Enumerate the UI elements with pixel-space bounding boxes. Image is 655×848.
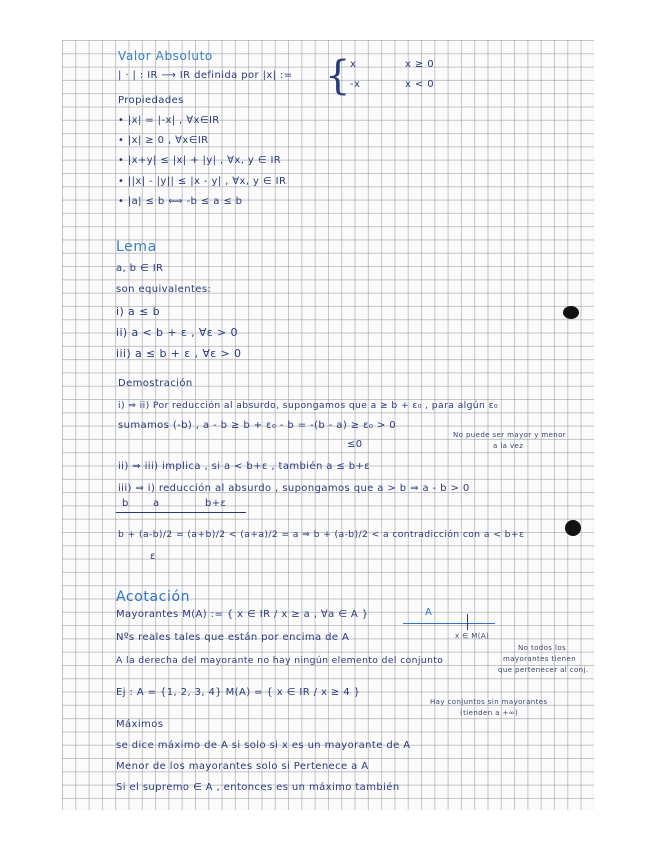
side-note-2: mayorantes tienen — [503, 655, 577, 663]
numberline — [116, 512, 246, 513]
maximos-title: Máximos — [116, 719, 164, 730]
side-note-3: que pertenecer al conj. — [498, 666, 589, 674]
cases-brace: { — [325, 53, 351, 99]
mayorantes-def: Mayorantes M(A) := { x ∈ IR / x ≥ a , ∀a ∈ A } — [116, 609, 369, 620]
numberline-b-plus-eps: b+ε — [205, 498, 227, 509]
prop-1: • |x| = |-x| , ∀x∈IR — [118, 115, 220, 126]
maximos-line-3: Si el supremo ∈ A , entonces es un máximo también — [116, 782, 400, 793]
acot-example: Ej : A = {1, 2, 3, 4} M(A) = { x ∈ IR / x ≥ 4 } — [116, 687, 361, 698]
demo-eps-mark: ε — [150, 551, 156, 562]
prop-2: • |x| ≥ 0 , ∀x∈IR — [118, 135, 209, 146]
prop-3: • |x+y| ≤ |x| + |y| , ∀x, y ∈ IR — [118, 155, 282, 166]
case1-expr: x — [350, 59, 357, 70]
case1-cond: x ≥ 0 — [405, 59, 435, 70]
lema-line1: a, b ∈ IR — [116, 263, 164, 274]
lema-item-2: ii) a < b + ε , ∀ε > 0 — [116, 326, 238, 339]
lema-item-1: i) a ≤ b — [116, 305, 160, 318]
valor-title: Valor Absoluto — [118, 49, 213, 63]
hay-note-2: (tienden a +∞) — [460, 709, 519, 717]
acot-line-2: A la derecha del mayorante no hay ningún elemento del conjunto — [116, 655, 444, 666]
demo-note-2: a la vez — [493, 442, 524, 450]
demo-title: Demostración — [118, 378, 193, 389]
valor-definition: | · | : IR ⟶ IR definida por |x| := — [118, 70, 293, 81]
binding-hole — [565, 520, 581, 536]
demo-line-3: ii) ⇒ iii) implica , si a < b+ε , también a ≤ b+ε — [118, 461, 371, 472]
numberline-a: a — [153, 498, 160, 509]
prop-4: • ||x| - |y|| ≤ |x - y| , ∀x, y ∈ IR — [118, 176, 287, 187]
set-a-line — [403, 623, 495, 624]
case2-cond: x < 0 — [405, 79, 435, 90]
demo-note-1: No puede ser mayor y menor — [453, 431, 567, 439]
demo-line-4: iii) ⇒ i) reducción al absurdo , supongamos que a > b ⇒ a - b > 0 — [118, 483, 470, 494]
set-a-label: A — [425, 607, 433, 618]
demo-line-1: i) ⇒ ii) Por reducción al absurdo, supongamos que a ≥ b + ε₀ , para algún ε₀ — [118, 400, 499, 411]
case2-expr: -x — [350, 79, 361, 90]
mayorante-tick — [467, 614, 468, 630]
demo-under-brace: ≤0 — [347, 439, 363, 450]
acot-title: Acotación — [116, 589, 191, 605]
lema-item-3: iii) a ≤ b + ε , ∀ε > 0 — [116, 347, 242, 360]
set-a-sub: x ∈ M(A) — [455, 632, 490, 640]
prop-5: • |a| ≤ b ⟺ -b ≤ a ≤ b — [118, 196, 243, 207]
props-title: Propiedades — [118, 95, 184, 106]
maximos-line-1: se dice máximo de A si solo si x es un mayorante de A — [116, 740, 411, 751]
maximos-line-2: Menor de los mayorantes solo si Pertenece a A — [116, 761, 369, 772]
lema-title: Lema — [116, 239, 157, 255]
ink-blot — [563, 306, 579, 319]
demo-line-2: sumamos (-b) , a - b ≥ b + ε₀ - b = -(b - a) ≥ ε₀ > 0 — [118, 420, 396, 431]
numberline-b: b — [122, 498, 129, 509]
acot-line-1: Nºs reales tales que están por encima de A — [116, 632, 350, 643]
side-note-1: No todos los — [518, 644, 567, 652]
lema-line2: son equivalentes: — [116, 284, 212, 295]
demo-line-5: b + (a-b)/2 = (a+b)/2 < (a+a)/2 = a ⇒ b + (a-b)/2 < a contradicción con a < b+ε — [118, 529, 525, 540]
hay-note-1: Hay conjuntos sin mayorantes — [430, 698, 548, 706]
